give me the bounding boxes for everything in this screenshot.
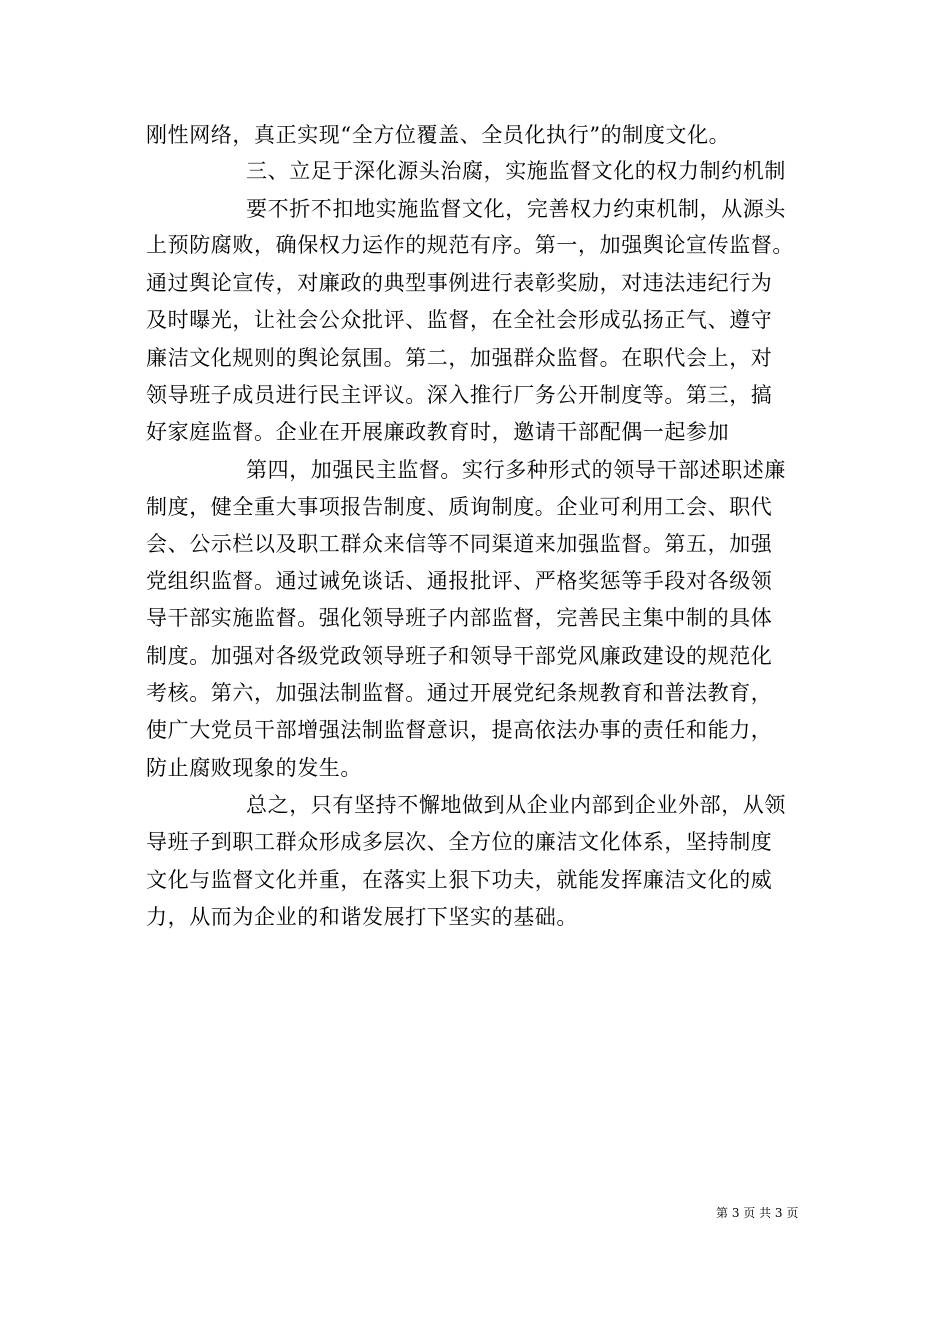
text-line: 总之，只有坚持不懈地做到从企业内部到企业外部，从领 <box>246 793 786 817</box>
section-heading: 三、立足于深化源头治腐，实施监督文化的权力制约机制 <box>246 159 786 183</box>
text-line: 使广大党员干部增强法制监督意识，提高依法办事的责任和能力， <box>146 718 773 742</box>
text-line: 力，从而为企业的和谐发展打下坚实的基础。 <box>146 905 578 929</box>
text-line: 制度，健全重大事项报告制度、质询制度。企业可利用工会、职代 <box>146 495 773 519</box>
text-line: 通过舆论宣传，对廉政的典型事例进行表彰奖励，对违法违纪行为 <box>146 271 773 295</box>
text-line: 考核。第六，加强法制监督。通过开展党纪条规教育和普法教育， <box>146 681 773 705</box>
text-line: 刚性网络，真正实现“全方位覆盖、全员化执行”的制度文化。 <box>146 123 731 147</box>
text-line: 第四，加强民主监督。实行多种形式的领导干部述职述廉 <box>246 458 786 482</box>
text-line: 制度。加强对各级党政领导班子和领导干部党风廉政建设的规范化 <box>146 644 773 668</box>
text-line: 导干部实施监督。强化领导班子内部监督，完善民主集中制的具体 <box>146 606 773 630</box>
text-line: 文化与监督文化并重，在落实上狠下功夫，就能发挥廉洁文化的威 <box>146 868 773 892</box>
text-line: 防止腐败现象的发生。 <box>146 756 362 780</box>
text-line: 好家庭监督。企业在开展廉政教育时，邀请干部配偶一起参加 <box>146 420 730 444</box>
text-line: 上预防腐败，确保权力运作的规范有序。第一，加强舆论宣传监督。 <box>146 233 794 257</box>
text-line: 会、公示栏以及职工群众来信等不同渠道来加强监督。第五，加强 <box>146 532 773 556</box>
text-line: 导班子到职工群众形成多层次、全方位的廉洁文化体系，坚持制度 <box>146 830 773 854</box>
text-line: 要不折不扣地实施监督文化，完善权力约束机制，从源头 <box>246 197 786 221</box>
page-number: 第 3 页 共 3 页 <box>716 1206 799 1220</box>
text-line: 廉洁文化规则的舆论氛围。第二，加强群众监督。在职代会上，对 <box>146 346 773 370</box>
text-line: 党组织监督。通过诫免谈话、通报批评、严格奖惩等手段对各级领 <box>146 569 773 593</box>
text-line: 及时曝光，让社会公众批评、监督，在全社会形成弘扬正气、遵守 <box>146 308 773 332</box>
text-line: 领导班子成员进行民主评议。深入推行厂务公开制度等。第三，搞 <box>146 383 773 407</box>
